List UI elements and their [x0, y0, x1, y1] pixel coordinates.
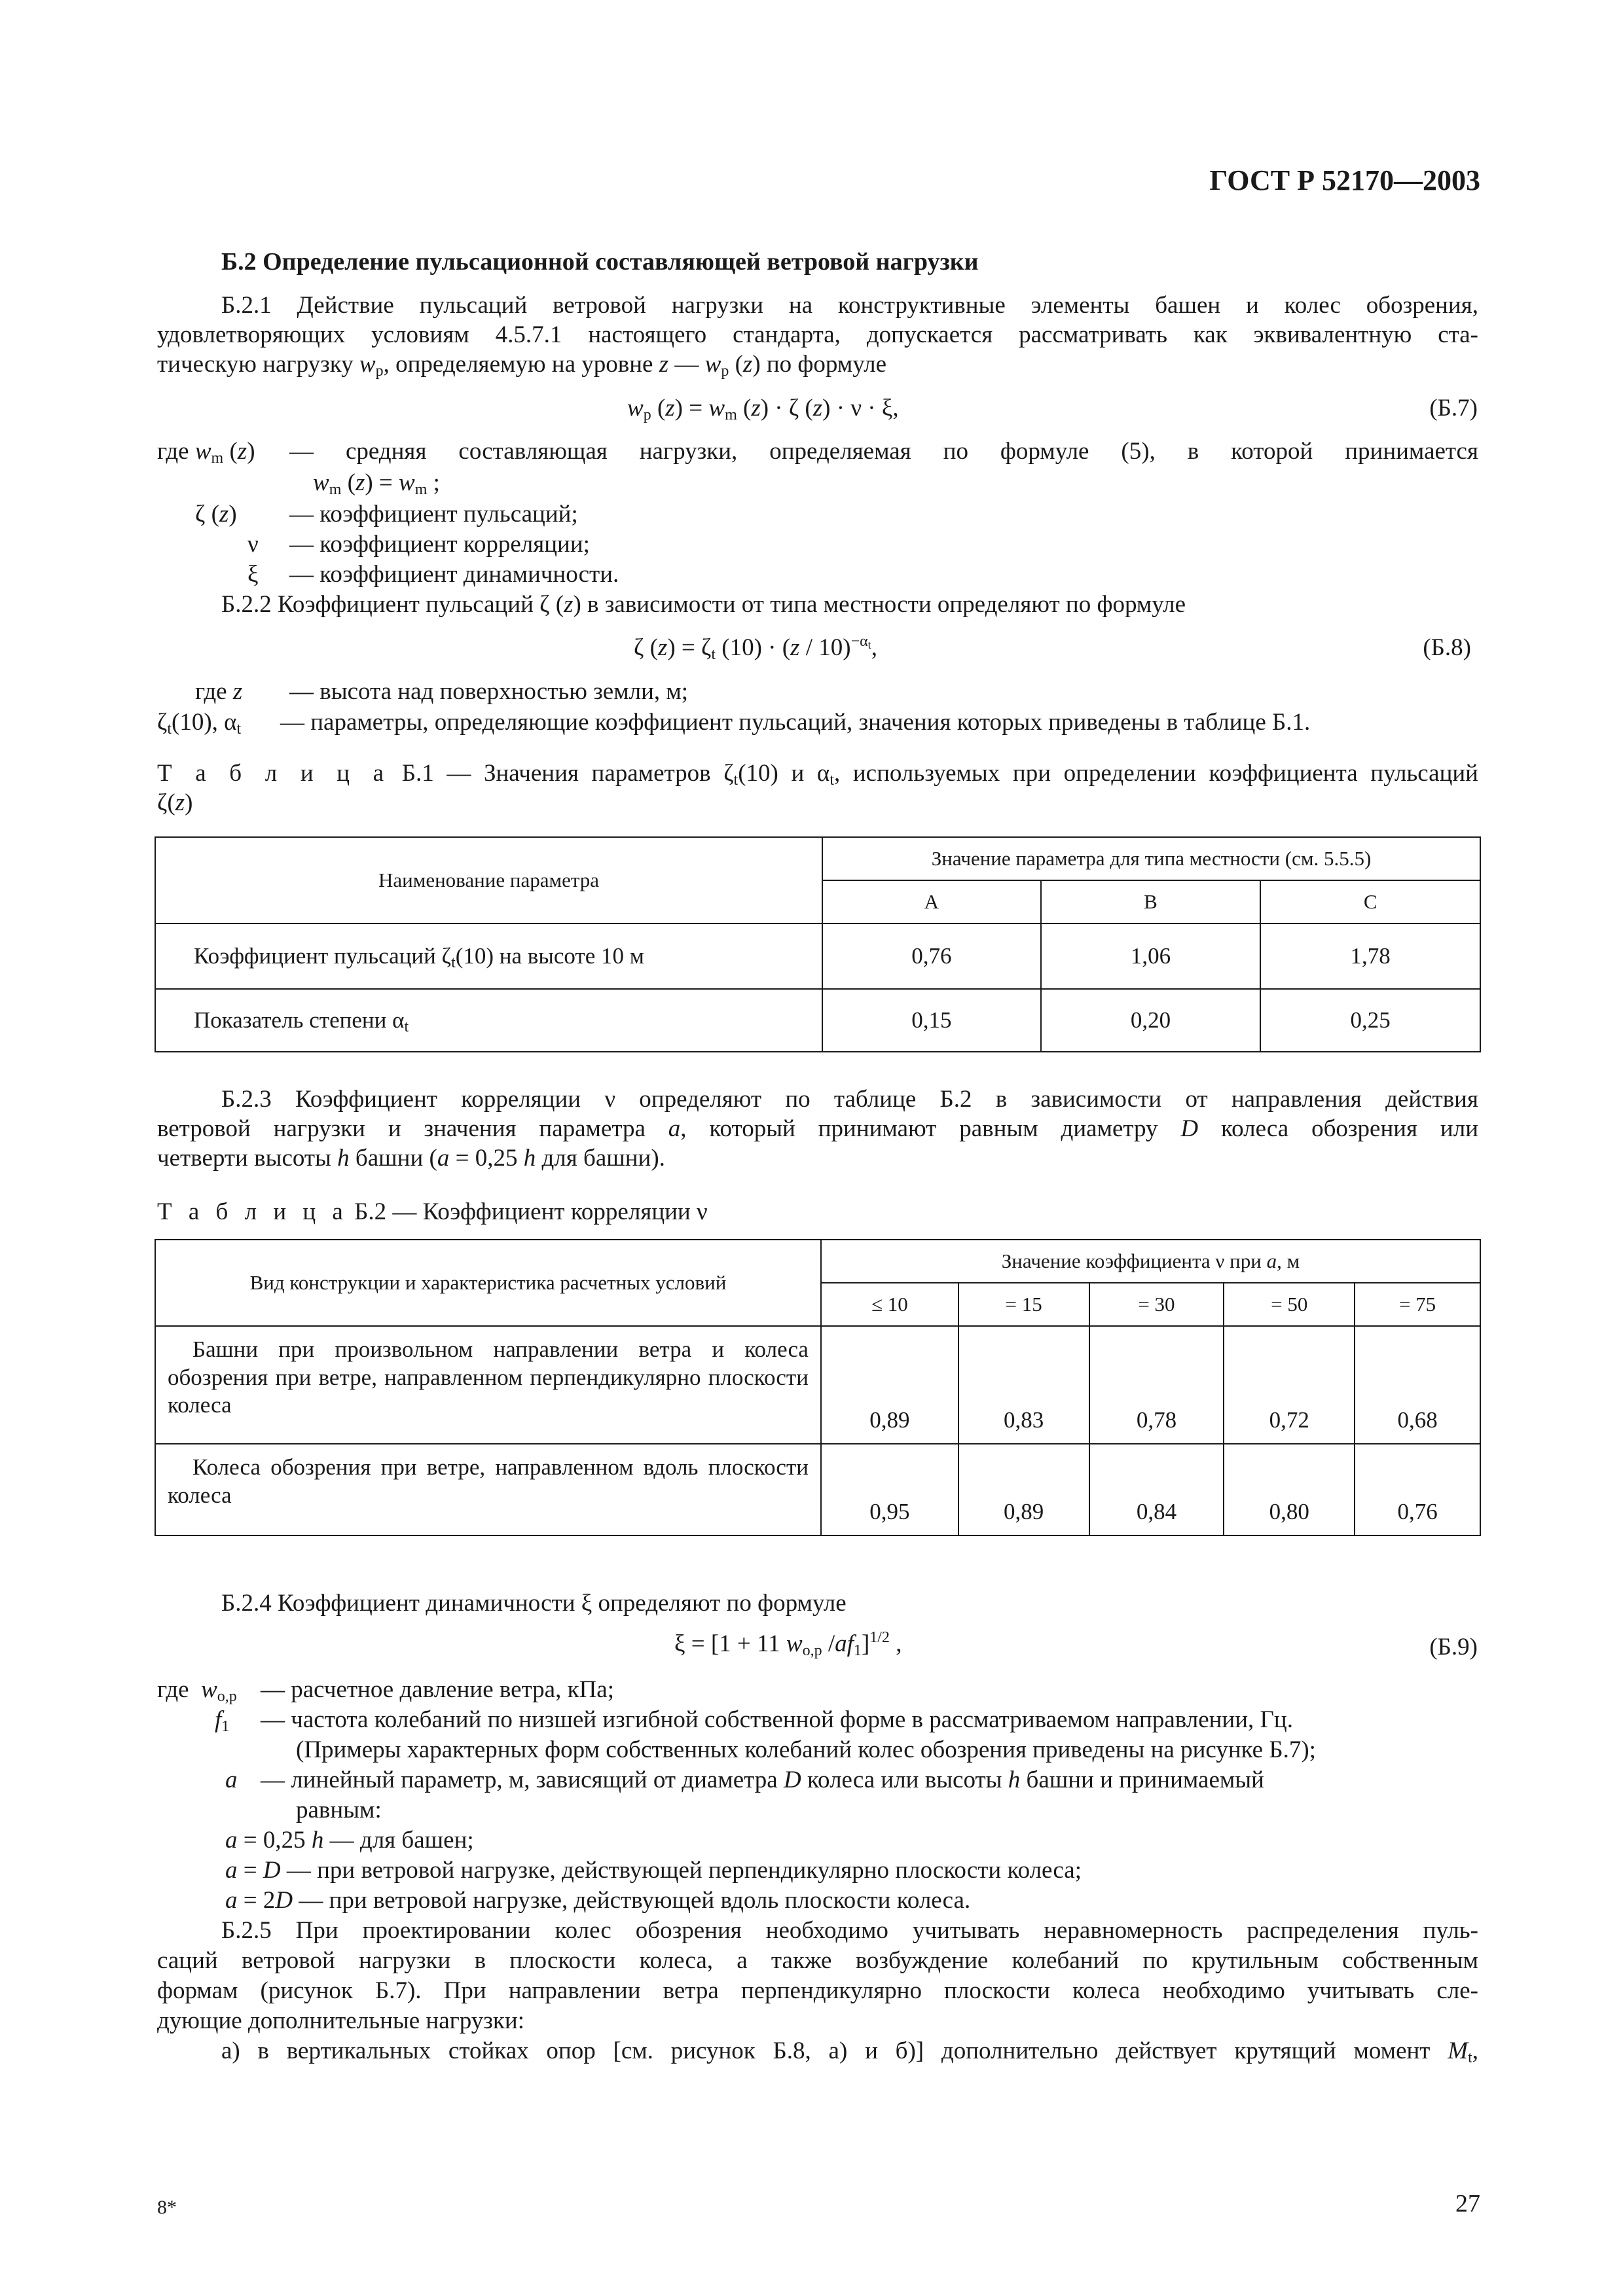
where-params-symbol: $\zeta_t(10)$, $\alpha_t$ — [157, 709, 242, 738]
where-wm-symbol: где $w_m$ (z) — [157, 438, 255, 467]
where-w-symbol: где $w_{o,p}$ — [157, 1676, 237, 1705]
table-row — [155, 1444, 1480, 1535]
where-f-symbol: $f_1$ — [215, 1706, 230, 1735]
table-row — [155, 1326, 1480, 1444]
where-case3: a = 2D — при ветровой нагрузке, действующей вдоль плоскости колеса. — [225, 1887, 971, 1914]
table-b2-row1-name — [155, 1326, 821, 1444]
table-b2-row1-v5: 0,68 — [1355, 1326, 1480, 1444]
where-z-symbol: где z — [195, 678, 243, 705]
table-b1-row2-a: 0,15 — [822, 989, 1041, 1052]
paragraph-b23-line1: Б.2.3 Коэффициент корреляции ν определяют по таблице Б.2 в зависимости от направления действия — [221, 1086, 1478, 1113]
equation-number-b8: (Б.8) — [1423, 634, 1471, 661]
where-w-desc: — расчетное давление ветра, кПа; — [261, 1676, 614, 1703]
where-a-desc2: равным: — [296, 1797, 382, 1823]
table-b2-header-col4: = 50 — [1224, 1283, 1355, 1326]
table-b1-header-a: A — [822, 880, 1041, 924]
paragraph-b24: Б.2.4 Коэффициент динамичности ξ определяют по формуле — [221, 1590, 847, 1617]
footer-sheet-mark: 8* — [157, 2197, 177, 2218]
where-case1: a = 0,25 h — для башен; — [225, 1827, 474, 1854]
table-b1-row1-b: 1,06 — [1041, 924, 1261, 989]
section-heading: Б.2 Определение пульсационной составляющей ветровой нагрузки — [221, 248, 979, 276]
where-f-desc: — частота колебаний по низшей изгибной собственной форме в рассматриваемом направлении, Гц. — [261, 1706, 1293, 1733]
table-b1-header-param: Наименование параметра — [155, 837, 822, 924]
table-b1-caption-line2: ζ(z) — [157, 789, 193, 816]
table-b1-header-b: B — [1041, 880, 1261, 924]
table-b2-header-col5: = 75 — [1355, 1283, 1480, 1326]
where-f-desc2: (Примеры характерных форм собственных колебаний колес обозрения приведены на рисунке Б.7); — [296, 1736, 1316, 1763]
where-params-desc: — параметры, определяющие коэффициент пульсаций, значения которых приведены в таблице Б.1. — [280, 709, 1311, 736]
paragraph-b21-line1: Б.2.1 Действие пульсаций ветровой нагрузки на конструктивные элементы башен и колес обозрения, — [221, 292, 1478, 319]
page-number: 27 — [1455, 2190, 1480, 2217]
table-b2-header-type: Вид конструкции и характеристика расчетных условий — [155, 1240, 821, 1326]
table-b2-header-col1: ≤ 10 — [821, 1283, 958, 1326]
paragraph-b23-line3: четверти высоты h башни (a = 0,25 h для башни). — [157, 1145, 665, 1172]
table-b1-row2-c: 0,25 — [1260, 989, 1480, 1052]
where-case2: a = D — при ветровой нагрузке, действующей перпендикулярно плоскости колеса; — [225, 1857, 1082, 1884]
table-b1 — [155, 836, 1481, 1052]
formula-b9: ξ = [1 + 11 $w_{o,p}$ $/af_1]^{1/2}$ , — [674, 1629, 902, 1659]
where-wm-desc: — средняя составляющая нагрузки, определяемая по формуле (5), в которой принимается — [289, 438, 1478, 465]
table-b2-row1-name-text: Башни при произвольном направлении ветра и колеса обозрения при ветре, направленном перпендикулярно плоскости колеса — [168, 1336, 809, 1418]
table-b2-caption-label: Т а б л и ц а — [157, 1198, 348, 1225]
where-wm-equation: $w_m$ $(z) = w_m$ ; — [313, 469, 440, 498]
paragraph-b22: Б.2.2 Коэффициент пульсаций ζ (z) в зависимости от типа местности определяют по формуле — [221, 591, 1186, 618]
table-b2-row1-v2: 0,83 — [958, 1326, 1089, 1444]
table-b2-row2-v5: 0,76 — [1355, 1444, 1480, 1535]
table-b2-caption — [157, 1198, 708, 1227]
table-b2-row1-v4: 0,72 — [1224, 1326, 1355, 1444]
paragraph-b25-line2: саций ветровой нагрузки в плоскости колеса, а также возбуждение колебаний по крутильным собственным — [157, 1947, 1478, 1974]
table-b2-caption-text: Б.2 — Коэффициент корреляции ν — [354, 1198, 708, 1225]
paragraph-b21-line2: удовлетворяющих условиям 4.5.7.1 настоящего стандарта, допускается рассматривать как эквивалентную ста- — [157, 321, 1478, 348]
table-b2-row2-v4: 0,80 — [1224, 1444, 1355, 1535]
table-b2-row1-v3: 0,78 — [1089, 1326, 1224, 1444]
paragraph-b25-line1: Б.2.5 При проектировании колес обозрения необходимо учитывать неравномерность распределения пуль- — [221, 1917, 1478, 1944]
where-a-desc: — линейный параметр, м, зависящий от диаметра D колеса или высоты h башни и принимаемый — [261, 1767, 1264, 1793]
table-b2-row2-name-text: Колеса обозрения при ветре, направленном вдоль плоскости колеса — [168, 1454, 809, 1508]
equation-number-b9: (Б.9) — [1429, 1634, 1478, 1660]
where-xi-desc: — коэффициент динамичности. — [289, 561, 619, 588]
table-b2-row2-v2: 0,89 — [958, 1444, 1089, 1535]
table-b1-caption: Т а б л и ц а Б.1 — Значения параметров $\zeta_t(10)$ и $\alpha_t$, используемых при определении коэффициента пульсаций — [157, 760, 1478, 789]
table-b1-header-c: C — [1260, 880, 1480, 924]
table-b2-row1-v1: 0,89 — [821, 1326, 958, 1444]
where-a-symbol: a — [225, 1767, 238, 1793]
document-number: ГОСТ Р 52170—2003 — [1209, 164, 1480, 196]
paragraph-b21-line3: тическую нагрузку $w_p$, определяемую на уровне z — $w_p$ (z) по формуле — [157, 351, 887, 380]
table-b1-row1-c: 1,78 — [1260, 924, 1480, 989]
table-b1-caption-label: Т а б л и ц а — [157, 760, 390, 787]
where-xi-symbol: ξ — [247, 561, 259, 588]
table-b1-row2-b: 0,20 — [1041, 989, 1261, 1052]
paragraph-b23-line2: ветровой нагрузки и значения параметра a, который принимают равным диаметру D колеса обозрения или — [157, 1115, 1478, 1142]
table-b2-row2-v1: 0,95 — [821, 1444, 958, 1535]
table-b2-header-group: Значение коэффициента ν при a, м — [821, 1240, 1480, 1283]
paragraph-b25-line5: а) в вертикальных стойках опор [см. рисунок Б.8, а) и б)] дополнительно действует крутящий момент $M_t$, — [221, 2037, 1478, 2066]
where-nu-desc: — коэффициент корреляции; — [289, 531, 590, 558]
table-row — [155, 924, 1480, 989]
paragraph-b25-line4: дующие дополнительные нагрузки: — [157, 2007, 524, 2034]
where-nu-symbol: ν — [247, 531, 259, 558]
table-b2 — [155, 1239, 1481, 1536]
table-b1-row1-a: 0,76 — [822, 924, 1041, 989]
paragraph-b25-line3: формам (рисунок Б.7). При направлении ветра перпендикулярно плоскости колеса необходимо учитывать сле- — [157, 1977, 1478, 2004]
table-b2-row2-v3: 0,84 — [1089, 1444, 1224, 1535]
where-zeta-desc: — коэффициент пульсаций; — [289, 501, 578, 528]
where-z-desc: — высота над поверхностью земли, м; — [289, 678, 689, 705]
equation-number-b7: (Б.7) — [1429, 395, 1478, 422]
table-b1-row2-name: Показатель степени $\alpha_t$ — [155, 989, 822, 1052]
table-b2-row2-name — [155, 1444, 821, 1535]
table-b2-header-col2: = 15 — [958, 1283, 1089, 1326]
table-b2-header-col3: = 30 — [1089, 1283, 1224, 1326]
formula-b8: ζ $(z) = \zeta_t$ (10) · (z / 10)$^{-\alpha_t}$, — [634, 633, 877, 663]
formula-b7: $w_p$ $(z) = w_m$ (z) · ζ (z) · ν · ξ, — [627, 395, 899, 423]
table-b1-row1-name: Коэффициент пульсаций $\zeta_t(10)$ на высоте 10 м — [155, 924, 822, 989]
where-zeta-symbol: ζ (z) — [195, 501, 237, 528]
table-b1-header-group: Значение параметра для типа местности (см. 5.5.5) — [822, 837, 1480, 880]
table-row — [155, 989, 1480, 1052]
